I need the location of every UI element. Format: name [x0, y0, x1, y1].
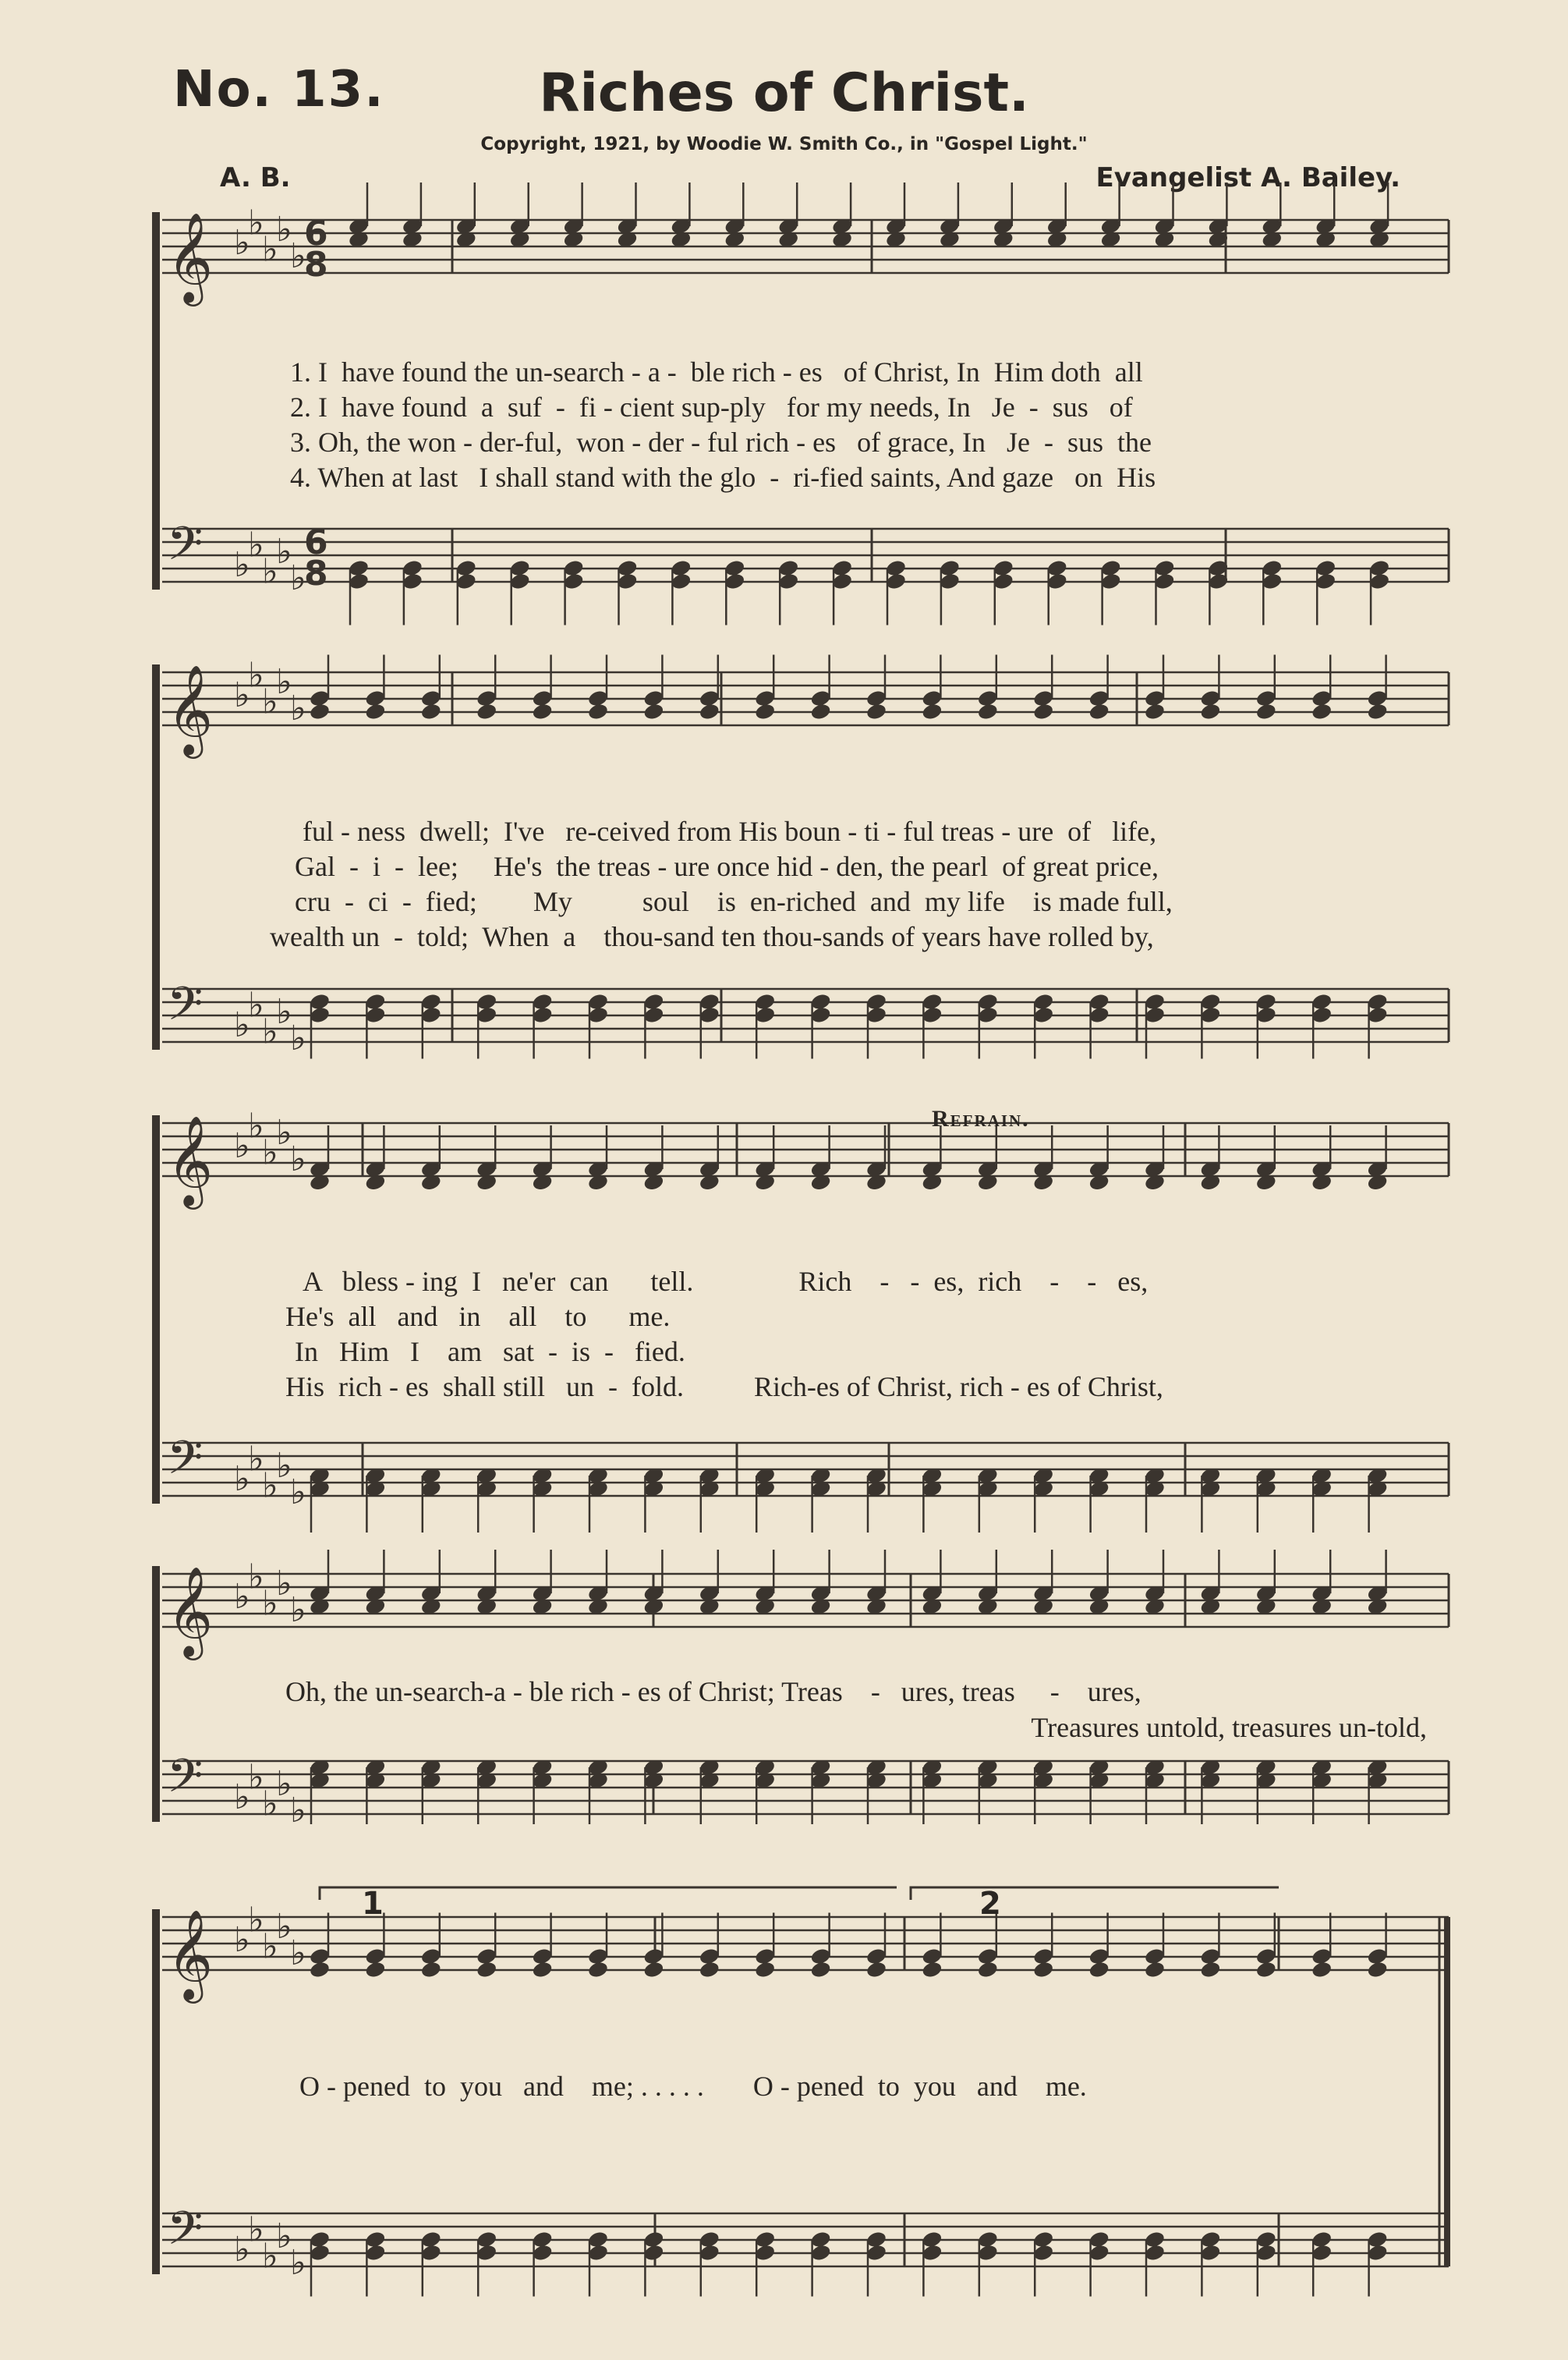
- note-head: [865, 702, 887, 721]
- note-head: [1366, 702, 1388, 721]
- note-head: [587, 702, 609, 721]
- note-head: [531, 1960, 553, 1979]
- note-head: [420, 702, 442, 721]
- note-head: [1144, 702, 1166, 721]
- flat-sign: ♭: [290, 558, 306, 598]
- note-head: [1311, 702, 1333, 721]
- flat-sign: ♭: [248, 1900, 264, 1940]
- note-head: [420, 1960, 442, 1979]
- flat-sign: ♭: [262, 1012, 278, 1052]
- lyric-line: 3. Oh, the won - der-ful, won - der - ful rich - es of grace, In Je - sus the: [290, 427, 1152, 458]
- flat-sign: ♭: [276, 2216, 292, 2256]
- second-ending-label: 2: [979, 1886, 1001, 1922]
- note-head: [364, 702, 386, 721]
- flat-sign: ♭: [262, 1926, 278, 1967]
- note-head: [921, 1960, 943, 1979]
- note-head: [476, 702, 497, 721]
- bass-clef: 𝄢: [167, 1430, 204, 1496]
- flat-sign: ♭: [276, 992, 292, 1032]
- flat-sign: ♭: [276, 662, 292, 702]
- flat-sign: ♭: [234, 223, 250, 263]
- lyric-line: Oh, the un-search-a - ble rich - es of Christ; Treas - ures, treas - ures,: [285, 1676, 1141, 1707]
- lyric-line: His rich - es shall still un - fold. Rich-es of Christ, rich - es of Christ,: [285, 1371, 1163, 1402]
- note-head: [309, 1960, 331, 1979]
- note-head: [642, 702, 664, 721]
- note-head: [1032, 1960, 1054, 1979]
- treble-clef: 𝄞: [167, 1908, 214, 2000]
- flat-sign: ♭: [248, 1757, 264, 1798]
- note-head: [754, 1960, 776, 1979]
- flat-sign: ♭: [248, 2209, 264, 2250]
- flat-sign: ♭: [262, 1583, 278, 1624]
- flat-sign: ♭: [248, 525, 264, 565]
- note-head: [865, 1960, 887, 1979]
- note-head: [531, 702, 553, 721]
- note-head: [809, 1960, 831, 1979]
- lyric-line: Treasures untold, treasures un-told,: [1031, 1712, 1427, 1743]
- lyric-line: 1. I have found the un-search - a - ble rich - es of Christ, In Him doth all: [290, 356, 1143, 388]
- time-signature-bottom: 8: [304, 554, 328, 594]
- bass-clef: 𝄢: [167, 2201, 204, 2266]
- lyric-line: 4. When at last I shall stand with the glo - ri-fied saints, And gaze on His: [290, 462, 1156, 493]
- flat-sign: ♭: [262, 1132, 278, 1173]
- flat-sign: ♭: [290, 1933, 306, 1973]
- note-head: [1255, 702, 1277, 721]
- note-head: [1088, 1960, 1110, 1979]
- hymn-title: Riches of Christ.: [539, 62, 1029, 124]
- flat-sign: ♭: [276, 532, 292, 572]
- flat-sign: ♭: [262, 682, 278, 722]
- flat-sign: ♭: [248, 985, 264, 1026]
- flat-sign: ♭: [248, 655, 264, 696]
- flat-sign: ♭: [234, 1459, 250, 1499]
- note-head: [754, 702, 776, 721]
- composer-credit: Evangelist A. Bailey.: [1095, 162, 1400, 193]
- flat-sign: ♭: [234, 545, 250, 585]
- flat-sign: ♭: [234, 2230, 250, 2270]
- lyric-line: cru - ci - fied; My soul is en-riched and my life is made full,: [295, 886, 1173, 917]
- note-head: [1366, 1960, 1388, 1979]
- note-head: [309, 702, 331, 721]
- flat-sign: ♭: [262, 1465, 278, 1506]
- flat-sign: ♭: [234, 1577, 250, 1617]
- time-signature-bottom: 8: [304, 245, 328, 285]
- treble-clef: 𝄞: [167, 1565, 214, 1657]
- flat-sign: ♭: [290, 1472, 306, 1512]
- lyric-line: O - pened to you and me; . . . . . O - pened to you and me.: [299, 2071, 1087, 2102]
- second-ending-bracket: [911, 1887, 1279, 1900]
- note-head: [1255, 1960, 1277, 1979]
- note-head: [364, 1960, 386, 1979]
- treble-clef: 𝄞: [167, 211, 214, 303]
- flat-sign: ♭: [276, 1764, 292, 1804]
- treble-clef: 𝄞: [167, 1114, 214, 1206]
- bass-clef: 𝄢: [167, 516, 204, 582]
- copyright-line: Copyright, 1921, by Woodie W. Smith Co., in "Gospel Light.": [480, 134, 1088, 154]
- time-signature-top: 6: [304, 523, 328, 562]
- flat-sign: ♭: [276, 1564, 292, 1603]
- flat-sign: ♭: [276, 1907, 292, 1947]
- flat-sign: ♭: [290, 236, 306, 276]
- flat-sign: ♭: [290, 1590, 306, 1630]
- lyricist-credit: A. B.: [220, 162, 291, 193]
- note-head: [699, 702, 720, 721]
- note-head: [642, 1960, 664, 1979]
- flat-sign: ♭: [248, 203, 264, 243]
- flat-sign: ♭: [290, 2243, 306, 2283]
- flat-sign: ♭: [276, 210, 292, 250]
- flat-sign: ♭: [262, 2236, 278, 2277]
- lyric-line: He's all and in all to me.: [285, 1301, 671, 1332]
- flat-sign: ♭: [234, 1920, 250, 1960]
- flat-sign: ♭: [290, 1019, 306, 1058]
- note-head: [587, 1960, 609, 1979]
- refrain-label: Refrain.: [932, 1106, 1030, 1132]
- first-ending-label: 1: [362, 1886, 384, 1922]
- flat-sign: ♭: [276, 1446, 292, 1486]
- note-head: [1144, 1960, 1166, 1979]
- flat-sign: ♭: [276, 1113, 292, 1153]
- flat-sign: ♭: [248, 1557, 264, 1597]
- note-head: [977, 702, 999, 721]
- flat-sign: ♭: [234, 1005, 250, 1045]
- hymn-number: No. 13.: [173, 61, 385, 119]
- lyric-line: ful - ness dwell; I've re-ceived from His boun - ti - ful treas - ure of life,: [303, 816, 1157, 847]
- lyric-line: Gal - i - lee; He's the treas - ure once hid - den, the pearl of great price,: [295, 851, 1159, 882]
- note-head: [1032, 702, 1054, 721]
- flat-sign: ♭: [234, 675, 250, 715]
- note-head: [699, 1960, 720, 1979]
- bass-clef: 𝄢: [167, 1749, 204, 1814]
- first-ending-bracket: [320, 1887, 897, 1900]
- note-head: [1088, 702, 1110, 721]
- flat-sign: ♭: [248, 1106, 264, 1146]
- note-head: [1199, 1960, 1221, 1979]
- flat-sign: ♭: [234, 1126, 250, 1166]
- time-signature-top: 6: [304, 214, 328, 253]
- flat-sign: ♭: [234, 1777, 250, 1817]
- note-head: [476, 1960, 497, 1979]
- bass-clef: 𝄢: [167, 976, 204, 1042]
- note-head: [1199, 702, 1221, 721]
- lyric-line: 2. I have found a suf - fi - cient sup-ply for my needs, In Je - sus of: [290, 392, 1133, 423]
- flat-sign: ♭: [290, 689, 306, 728]
- note-head: [977, 1960, 999, 1979]
- note-head: [809, 702, 831, 721]
- flat-sign: ♭: [290, 1139, 306, 1179]
- lyric-line: In Him I am sat - is - fied.: [295, 1336, 685, 1367]
- flat-sign: ♭: [248, 1439, 264, 1479]
- note-head: [921, 702, 943, 721]
- treble-clef: 𝄞: [167, 664, 214, 755]
- lyric-line: A bless - ing I ne'er can tell. Rich - - es, rich - - es,: [303, 1266, 1149, 1297]
- flat-sign: ♭: [262, 551, 278, 592]
- flat-sign: ♭: [262, 229, 278, 270]
- note-head: [1311, 1960, 1333, 1979]
- flat-sign: ♭: [290, 1791, 306, 1830]
- flat-sign: ♭: [262, 1784, 278, 1824]
- lyric-line: wealth un - told; When a thou-sand ten thou-sands of years have rolled by,: [270, 921, 1154, 952]
